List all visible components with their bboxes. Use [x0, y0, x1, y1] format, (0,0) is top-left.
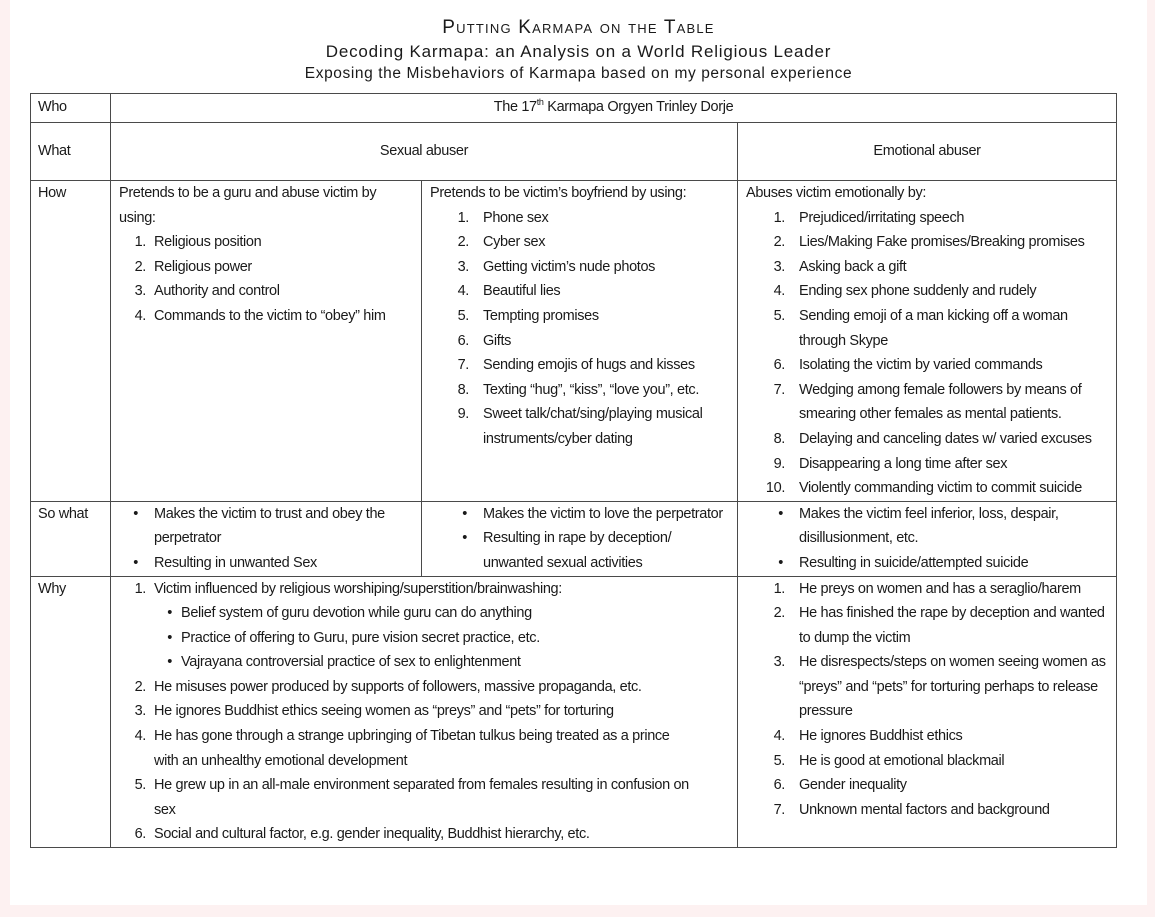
- row-label-sowhat: So what: [31, 501, 111, 576]
- row-who: [31, 94, 1117, 123]
- list-item: 7. Unknown mental factors and background: [773, 801, 1050, 818]
- who-value-sup: th: [536, 97, 544, 108]
- list-item: • Resulting in rape by deception/ unwanted sexual activities: [462, 530, 672, 571]
- list-item: 1. Religious position: [134, 234, 262, 251]
- list-item: 7. Sending emojis of hugs and kisses: [457, 357, 695, 374]
- row-why: [31, 576, 1117, 848]
- how-col3-intro: Abuses victim emotionally by:: [746, 185, 927, 201]
- list-item: • Makes the victim to trust and obey the perpetrator: [133, 505, 385, 547]
- page-subtitle: Decoding Karmapa: an Analysis on a World Religious Leader: [325, 42, 832, 61]
- who-value-prefix: The 17: [493, 99, 537, 115]
- list-item: 4. Ending sex phone suddenly and rudely: [773, 283, 1037, 300]
- list-item: 5. He is good at emotional blackmail: [773, 752, 1005, 769]
- list-item: • Makes the victim to love the perpetrator: [462, 505, 723, 522]
- list-item: 2. Cyber sex: [457, 234, 546, 251]
- list-item: 1. Phone sex: [457, 209, 549, 226]
- document-page: [10, 0, 1147, 905]
- list-item: • Resulting in unwanted Sex: [133, 554, 317, 571]
- list-item: 8. Texting “hug”, “kiss”, “love you”, etc.: [457, 381, 700, 398]
- sowhat-col1-list: [100, 502, 413, 576]
- row-label-what: What: [31, 123, 111, 181]
- page-title: Putting Karmapa on the Table: [442, 17, 715, 38]
- list-item: 1. Victim influenced by religious worshiping/superstition/brainwashing: • Belief system of guru devotion while guru can do anything • Practice of offering to Guru, pure vision secret practice, etc. • Vajrayana controversial practice of sex to enlightenment: [100, 577, 729, 675]
- how-col1-intro: Pretends to be a guru and abuse victim by using:: [119, 185, 377, 226]
- list-item: 6. Gender inequality: [773, 777, 907, 794]
- list-item: 1. Prejudiced/irritating speech: [773, 209, 965, 226]
- sowhat-col3: [738, 501, 1117, 576]
- list-item: 9. Sweet talk/chat/sing/playing musical instruments/cyber dating: [457, 406, 703, 447]
- list-item: 3. Authority and control: [134, 283, 280, 300]
- sowhat-col2-list: [429, 502, 729, 576]
- why-col1: [111, 576, 738, 848]
- page-subtitle-2: Exposing the Misbehaviors of Karmapa based on my personal experience: [304, 65, 853, 82]
- list-item: 4. He ignores Buddhist ethics: [773, 728, 963, 745]
- list-item: 3. He ignores Buddhist ethics seeing women as “preys” and “pets” for torturing: [134, 703, 614, 720]
- how-col2-list: [429, 206, 729, 452]
- list-item: 2. He has finished the rape by deception and wanted to dump the victim: [773, 605, 1105, 646]
- list-item: • Resulting in suicide/attempted suicide: [778, 554, 1029, 571]
- who-value: [111, 94, 1117, 123]
- list-item: 3. Asking back a gift: [773, 258, 907, 275]
- list-item: 2. Lies/Making Fake promises/Breaking promises: [773, 234, 1085, 251]
- sowhat-col3-list: [745, 502, 1108, 576]
- list-item: • Vajrayana controversial practice of sex to enlightenment: [167, 654, 521, 671]
- how-col1: [111, 181, 422, 502]
- list-item: • Makes the victim feel inferior, loss, despair, disillusionment, etc.: [778, 505, 1059, 547]
- list-item: 5. He grew up in an all-male environment separated from females resulting in confusion on sex: [134, 777, 689, 818]
- analysis-table: [30, 93, 1117, 848]
- list-item: 5. Tempting promises: [457, 307, 599, 324]
- why-col3-list: [745, 577, 1108, 823]
- list-item: 3. Getting victim’s nude photos: [457, 258, 656, 275]
- row-sowhat: [31, 501, 1117, 576]
- list-item: 9. Disappearing a long time after sex: [773, 455, 1008, 472]
- list-item: 2. He misuses power produced by supports of followers, massive propaganda, etc.: [134, 678, 642, 695]
- what-emotional: Emotional abuser: [738, 123, 1117, 181]
- list-item: 3. He disrespects/steps on women seeing women as “preys” and “pets” for torturing perhaps to release pressure: [773, 654, 1106, 720]
- how-col3: [738, 181, 1117, 502]
- list-item: 6. Isolating the victim by varied commands: [773, 357, 1043, 374]
- sowhat-col2: [422, 501, 738, 576]
- list-item: 6. Gifts: [457, 332, 512, 349]
- row-label-who: Who: [31, 94, 111, 123]
- row-how: [31, 181, 1117, 502]
- list-item: 8. Delaying and canceling dates w/ varied excuses: [773, 430, 1092, 447]
- title-block: [10, 16, 1147, 84]
- row-label-how: How: [31, 181, 111, 502]
- list-item: • Belief system of guru devotion while guru can do anything: [167, 605, 532, 622]
- how-col1-list: [100, 230, 413, 328]
- how-col2-intro: Pretends to be victim’s boyfriend by using:: [430, 185, 687, 201]
- sowhat-col1: [111, 501, 422, 576]
- why-col3: [738, 576, 1117, 848]
- how-col2: [422, 181, 738, 502]
- row-label-why: Why: [31, 576, 111, 848]
- why-col1-list: [100, 577, 729, 848]
- list-item: 1. He preys on women and has a seraglio/harem: [773, 580, 1081, 597]
- row-what: [31, 123, 1117, 181]
- why-sublist: [100, 601, 729, 675]
- list-item: 4. Beautiful lies: [457, 283, 561, 300]
- list-item: 4. He has gone through a strange upbringing of Tibetan tulkus being treated as a prince with an unhealthy emotional development: [134, 728, 670, 769]
- list-item: 10. Violently commanding victim to commit suicide: [765, 480, 1082, 497]
- list-item: • Practice of offering to Guru, pure vision secret practice, etc.: [167, 629, 540, 646]
- list-item: 6. Social and cultural factor, e.g. gender inequality, Buddhist hierarchy, etc.: [134, 826, 590, 843]
- list-item: 5. Sending emoji of a man kicking off a woman through Skype: [773, 307, 1068, 349]
- list-item: 7. Wedging among female followers by means of smearing other females as mental patients.: [773, 381, 1082, 423]
- what-sexual: Sexual abuser: [111, 123, 738, 181]
- list-item: 4. Commands to the victim to “obey” him: [134, 307, 386, 324]
- who-value-suffix: Karmapa Orgyen Trinley Dorje: [543, 99, 734, 115]
- list-item: 2. Religious power: [134, 258, 252, 275]
- how-col3-list: [745, 206, 1108, 501]
